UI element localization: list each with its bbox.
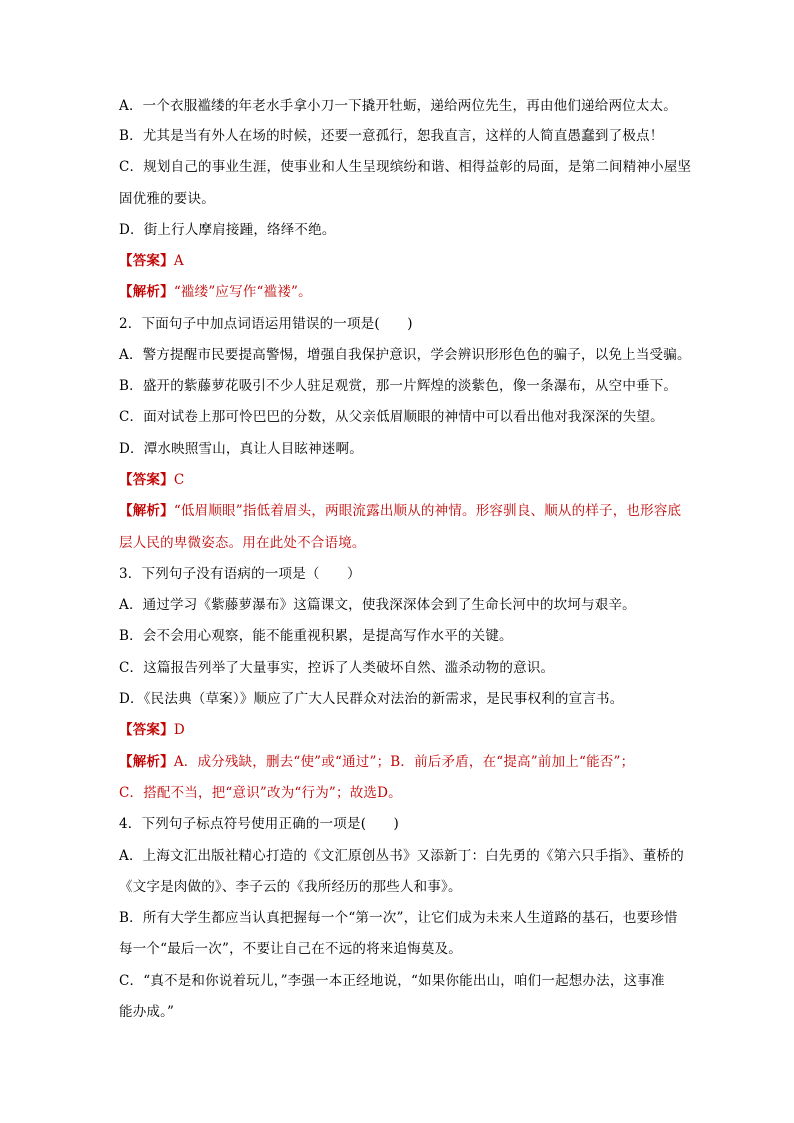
line-text: B．会不会用心观察，能不能重视积累，是提高写作水平的关键。 xyxy=(119,628,513,644)
line-text: 能办成。” xyxy=(119,1004,175,1020)
line-text: A．通过学习《紫藤萝瀑布》这篇课文，使我深深体会到了生命长河中的坎坷与艰辛。 xyxy=(119,597,636,613)
option-line xyxy=(119,595,699,615)
line-text: C．“真不是和你说着玩儿，”李强一本正经地说，“如果你能出山，咱们一起想办法，这事准 xyxy=(119,973,665,989)
option-line xyxy=(119,345,699,365)
question-stem xyxy=(119,314,699,334)
line-text: 《文字是肉做的》、李子云的《我所经历的那些人和事》。 xyxy=(119,879,462,895)
line-text: 3．下列句子没有语病的一项是（ ） xyxy=(119,566,361,582)
analysis-line xyxy=(119,752,699,772)
analysis-line xyxy=(119,282,699,302)
answer-value: A xyxy=(173,253,184,269)
answer-line xyxy=(119,720,699,740)
option-line-cont xyxy=(119,939,699,959)
option-line xyxy=(119,157,699,177)
option-line xyxy=(119,439,699,459)
analysis-line-cont xyxy=(119,783,699,803)
option-line-cont xyxy=(119,189,699,209)
line-text: C．面对试卷上那可怜巴巴的分数，从父亲低眉顺眼的神情中可以看出他对我深深的失望。 xyxy=(119,409,664,425)
answer-value: C xyxy=(173,472,185,488)
option-line xyxy=(119,126,699,146)
analysis-text: C．搭配不当，把“意识”改为“行为”；故选D。 xyxy=(119,785,402,801)
answer-tag: 【答案】 xyxy=(119,472,174,488)
answer-line xyxy=(119,251,699,271)
analysis-tag: 【解析】 xyxy=(119,754,174,770)
line-text: A．警方提醒市民要提高警惕，增强自我保护意识，学会辨识形形色色的骗子，以免上当受骗。 xyxy=(119,347,691,363)
analysis-text: “褴缕”应写作“褴褛”。 xyxy=(173,284,312,300)
answer-tag: 【答案】 xyxy=(119,253,174,269)
line-text: B．尤其是当有外人在场的时候，还要一意孤行，恕我直言，这样的人简直愚蠢到了极点！ xyxy=(119,128,664,144)
line-text: 4．下列句子标点符号使用正确的一项是( ) xyxy=(119,816,400,832)
line-text: 每一个“最后一次”，不要让自己在不远的将来追悔莫及。 xyxy=(119,941,463,957)
line-text: D．街上行人摩肩接踵，络绎不绝。 xyxy=(119,222,336,238)
option-line xyxy=(119,626,699,646)
option-line-cont xyxy=(119,1002,699,1022)
option-line xyxy=(119,96,699,116)
option-line xyxy=(119,376,699,396)
option-line xyxy=(119,846,699,866)
line-text: A．上海文汇出版社精心打造的《文汇原创丛书》又添新丁：白先勇的《第六只手指》、董桥的 xyxy=(119,848,684,864)
answer-tag: 【答案】 xyxy=(119,722,174,738)
question-stem xyxy=(119,814,699,834)
analysis-text: A．成分残缺，删去“使”或“通过”；B．前后矛盾，在“提高”前加上“能否”； xyxy=(173,754,635,770)
line-text: B．盛开的紫藤萝花吸引不少人驻足观赏，那一片辉煌的淡紫色，像一条瀑布，从空中垂下。 xyxy=(119,378,678,394)
line-text: C．规划自己的事业生涯，使事业和人生呈现缤纷和谐、相得益彰的局面，是第二间精神小屋坚 xyxy=(119,159,692,175)
line-text: C．这篇报告列举了大量事实，控诉了人类破坏自然、滥杀动物的意识。 xyxy=(119,660,555,676)
question-stem xyxy=(119,564,699,584)
line-text: B．所有大学生都应当认真把握每一个“第一次”，让它们成为未来人生道路的基石，也要珍惜 xyxy=(119,910,678,926)
analysis-tag: 【解析】 xyxy=(119,284,174,300)
line-text: A．一个衣服褴缕的年老水手拿小刀一下撬开牡蛎，递给两位先生，再由他们递给两位太太。 xyxy=(119,98,677,114)
option-line xyxy=(119,658,699,678)
line-text: D．《民法典（草案）》顺应了广大人民群众对法治的新需求，是民事权利的宣言书。 xyxy=(119,691,624,707)
line-text: 固优雅的要诀。 xyxy=(119,191,215,207)
option-line xyxy=(119,220,699,240)
analysis-tag: 【解析】 xyxy=(119,503,174,519)
option-line xyxy=(119,689,699,709)
option-line xyxy=(119,908,699,928)
analysis-text: 层人民的卑微姿态。用在此处不合语境。 xyxy=(119,535,366,551)
option-line xyxy=(119,971,699,991)
analysis-line-cont xyxy=(119,533,699,553)
answer-value: D xyxy=(173,722,185,738)
answer-line xyxy=(119,470,699,490)
option-line xyxy=(119,407,699,427)
analysis-text: “低眉顺眼”指低着眉头，两眼流露出顺从的神情。形容驯良、顺从的样子，也形容底 xyxy=(173,503,682,519)
line-text: 2．下面句子中加点词语运用错误的一项是( ) xyxy=(119,316,413,332)
line-text: D．潭水映照雪山，真让人目眩神迷啊。 xyxy=(119,441,363,457)
option-line-cont xyxy=(119,877,699,897)
analysis-line xyxy=(119,501,699,521)
